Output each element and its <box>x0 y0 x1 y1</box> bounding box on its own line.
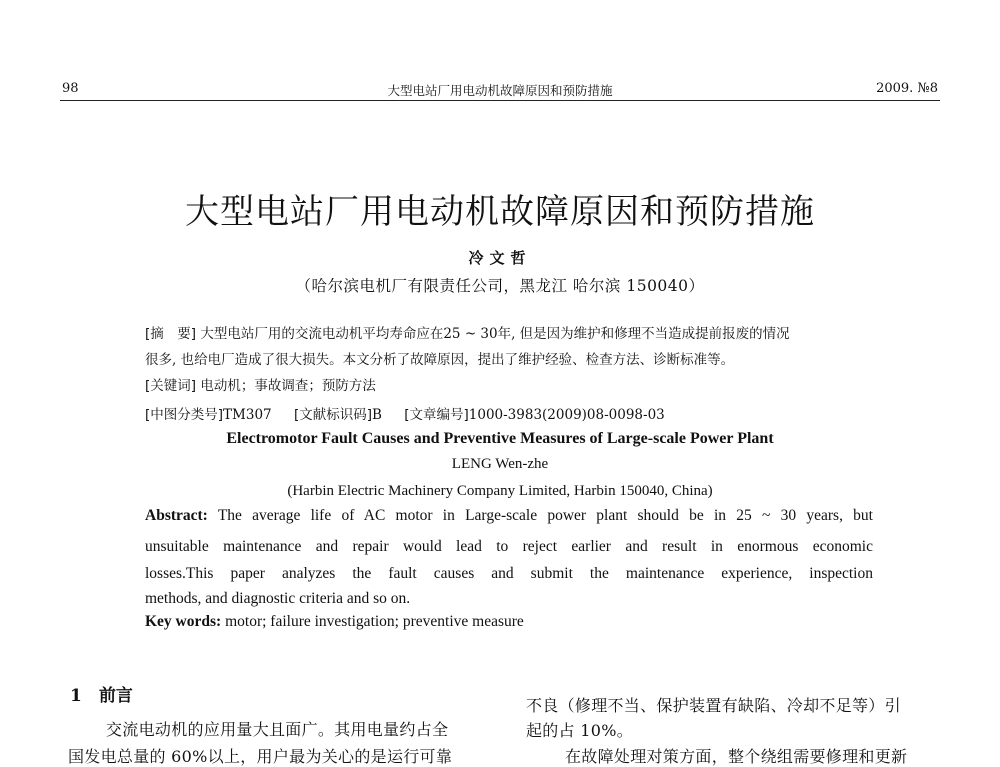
keywords-en <box>145 613 524 631</box>
body-right-line-3: 在故障处理对策方面，整个绕组需要修理和更新 <box>565 747 908 766</box>
article-number-value: 1000-3983(2009)08-0098-03 <box>468 407 665 423</box>
paper-title-en: Electromotor Fault Causes and Preventive Measures of Large-scale Power Plant <box>226 430 774 447</box>
classification-line <box>145 403 665 423</box>
keywords-cn-text: 电动机；事故调查；预防方法 <box>200 378 376 394</box>
affiliation-cn: （哈尔滨电机厂有限责任公司，黑龙江 哈尔滨 150040） <box>295 277 705 295</box>
article-number-label: [文章编号] <box>404 407 469 423</box>
header-divider <box>60 100 940 101</box>
page-number: 98 <box>62 81 79 96</box>
author-cn: 冷文哲 <box>468 249 532 267</box>
paper-title-cn: 大型电站厂用电动机故障原因和预防措施 <box>185 192 815 232</box>
affiliation-en: (Harbin Electric Machinery Company Limited, Harbin 150040, China) <box>287 483 713 499</box>
abstract-en-line-4: methods, and diagnostic criteria and so on. <box>145 590 411 607</box>
keywords-cn-label: [关键词] <box>145 378 197 394</box>
keywords-cn <box>145 374 376 394</box>
abstract-en-text-1: The average life of AC motor in Large-scale power plant should be in 25 ~ 30 years, but <box>217 507 873 524</box>
keywords-en-label: Key words: <box>145 613 222 630</box>
body-right-line-1: 不良（修理不当、保护装置有缺陷、冷却不足等）引 <box>526 696 901 715</box>
clc-label: [中图分类号] <box>145 407 224 423</box>
doc-code-value: B <box>372 407 382 423</box>
body-left-line-2: 国发电总量的 60%以上，用户最为关心的是运行可靠 <box>68 747 453 766</box>
issue-number: 2009. №8 <box>876 81 938 96</box>
running-title: 大型电站厂用电动机故障原因和预防措施 <box>387 83 613 98</box>
author-en: LENG Wen-zhe <box>451 456 549 472</box>
abstract-en-label: Abstract: <box>145 507 208 524</box>
abstract-cn-text-1: 大型电站厂用的交流电动机平均寿命应在25 ~ 30年, 但是因为维护和修理不当造成提前报废的情况 <box>200 326 790 342</box>
keywords-en-text: motor; failure investigation; preventive measure <box>225 613 524 630</box>
abstract-en-line-2: unsuitable maintenance and repair would lead to reject earlier and result in enormous economic <box>145 538 873 555</box>
doc-code-label: [文献标识码] <box>293 407 372 423</box>
section-heading-introduction: 1 前言 <box>70 686 133 706</box>
abstract-cn-label: [摘 要] <box>145 326 197 342</box>
abstract-en-line-1 <box>145 507 873 525</box>
clc-value: TM307 <box>223 407 272 423</box>
body-left-line-1: 交流电动机的应用量大且面广。其用电量约占全 <box>106 720 449 739</box>
body-right-line-2: 起的占 10%。 <box>526 721 634 740</box>
abstract-cn-line-2: 很多, 也给电厂造成了很大损失。本文分析了故障原因，提出了维护经验、检查方法、诊断标准等。 <box>145 352 735 368</box>
abstract-en-line-3: losses.This paper analyzes the fault causes and submit the maintenance experience, inspection <box>145 565 873 582</box>
abstract-cn-line-1 <box>145 322 790 342</box>
